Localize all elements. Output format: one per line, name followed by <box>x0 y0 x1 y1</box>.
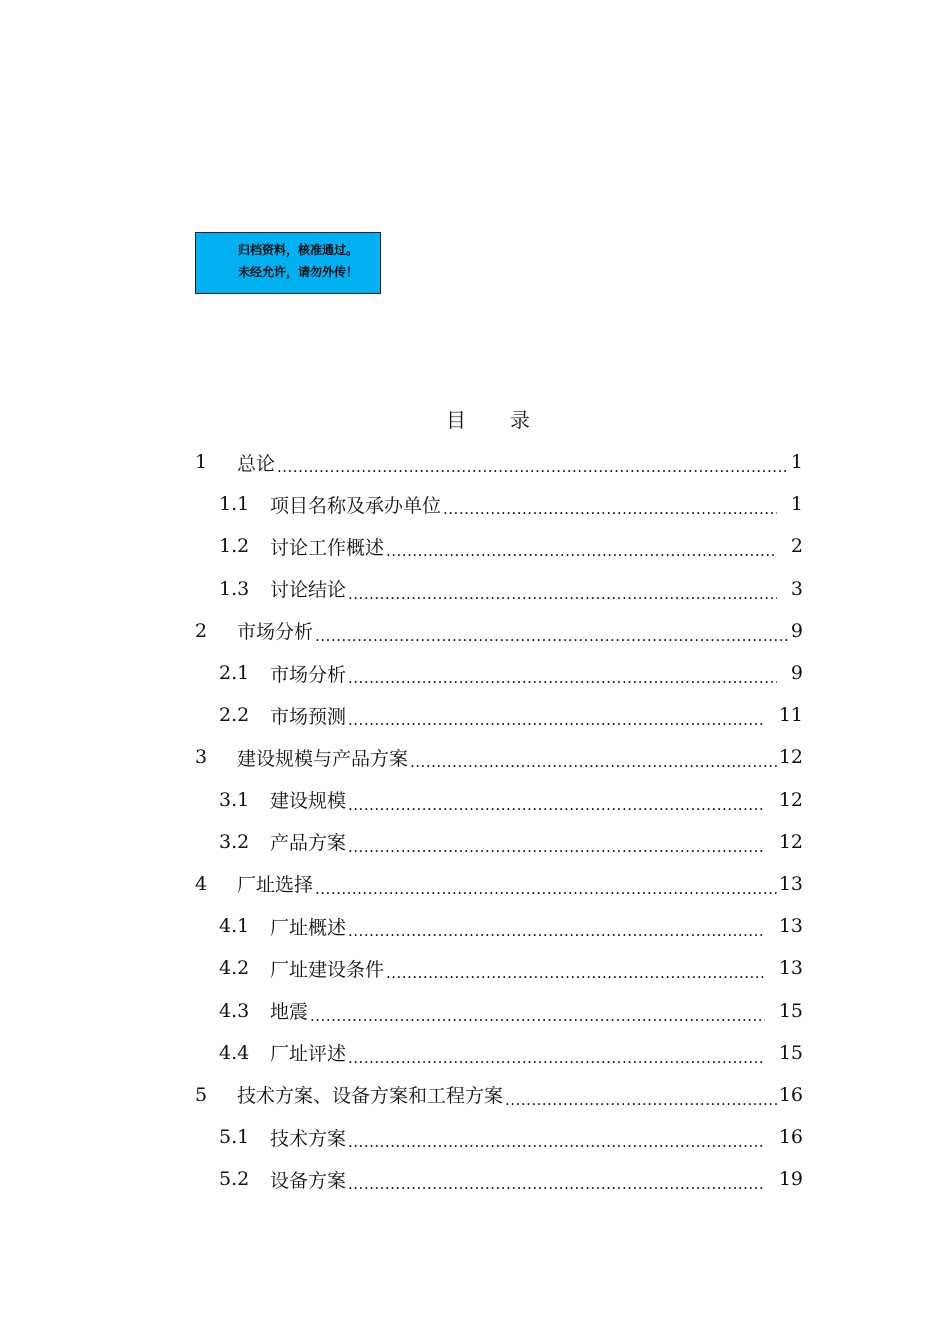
toc-entry-label: 厂址概述 <box>270 916 347 939</box>
toc-leader-dots <box>348 1172 765 1194</box>
toc-leader-dots <box>443 497 777 519</box>
toc-entry-page: 15 <box>778 999 803 1022</box>
toc-leader-dots <box>386 961 765 983</box>
toc-entry-page: 11 <box>778 704 803 727</box>
toc-entry-page: 1 <box>790 451 803 474</box>
toc-entry[interactable] <box>195 779 803 821</box>
toc-entry[interactable] <box>195 905 803 947</box>
toc-entry-number: 2.2 <box>219 704 250 727</box>
toc-entry-number: 4.3 <box>219 999 250 1022</box>
toc-entry-number: 4.4 <box>219 1041 250 1064</box>
toc-entry-label: 市场分析 <box>237 621 314 644</box>
toc-entry-page: 13 <box>778 957 803 980</box>
toc-entry-number: 5.1 <box>219 1126 250 1149</box>
toc-entry-page: 13 <box>778 915 803 938</box>
toc-entry-label: 讨论工作概述 <box>270 536 385 559</box>
toc-entry-label: 市场预测 <box>270 705 347 728</box>
toc-entry-label: 总论 <box>237 452 276 475</box>
toc-entry-number: 2.1 <box>219 662 250 685</box>
toc-entry-label: 设备方案 <box>270 1169 347 1192</box>
toc-leader-dots <box>386 539 777 561</box>
toc-entry[interactable] <box>195 652 803 694</box>
toc-entry-page: 9 <box>790 619 803 642</box>
toc-entry-page: 15 <box>778 1041 803 1064</box>
toc-entry-number: 3 <box>195 746 208 769</box>
toc-entry-number: 4.1 <box>219 915 250 938</box>
toc-entry-number: 1.3 <box>219 577 250 600</box>
toc-entry[interactable] <box>195 736 803 778</box>
toc-entry-page: 16 <box>778 1126 803 1149</box>
toc-entry[interactable] <box>195 1032 803 1074</box>
toc-entry[interactable] <box>195 989 803 1031</box>
toc-leader-dots <box>410 750 777 772</box>
toc-leader-dots <box>348 793 765 815</box>
toc-leader-dots <box>505 1088 777 1110</box>
toc-leader-dots <box>277 455 789 477</box>
toc-entry-page: 12 <box>778 746 803 769</box>
toc-entry-label: 厂址评述 <box>270 1043 347 1066</box>
toc-entry[interactable] <box>195 1074 803 1116</box>
toc-title-char-1: 目 <box>446 408 466 432</box>
toc-title <box>0 404 950 433</box>
toc-entry[interactable] <box>195 863 803 905</box>
toc-entry[interactable] <box>195 610 803 652</box>
toc-entry-page: 13 <box>778 872 803 895</box>
toc-entry-number: 3.2 <box>219 830 250 853</box>
toc-leader-dots <box>348 582 777 604</box>
toc-entry-page: 9 <box>790 662 803 685</box>
toc-leader-dots <box>348 1130 765 1152</box>
toc-entry-number: 5.2 <box>219 1168 250 1191</box>
toc-entry[interactable] <box>195 1116 803 1158</box>
table-of-contents <box>195 441 803 1200</box>
toc-entry-label: 技术方案 <box>270 1127 347 1150</box>
toc-entry-label: 讨论结论 <box>270 579 347 602</box>
toc-entry[interactable] <box>195 947 803 989</box>
toc-entry-page: 2 <box>790 535 803 558</box>
toc-entry-number: 3.1 <box>219 788 250 811</box>
toc-entry-number: 4 <box>195 872 208 895</box>
toc-entry-number: 2 <box>195 619 208 642</box>
archive-stamp <box>195 232 381 294</box>
toc-entry[interactable] <box>195 525 803 567</box>
toc-entry-label: 技术方案、设备方案和工程方案 <box>237 1085 504 1108</box>
toc-entry-number: 1.1 <box>219 493 250 516</box>
toc-entry[interactable] <box>195 483 803 525</box>
toc-title-char-2: 录 <box>510 408 530 432</box>
toc-entry-page: 19 <box>778 1168 803 1191</box>
toc-entry-number: 5 <box>195 1083 208 1106</box>
toc-leader-dots <box>348 835 765 857</box>
toc-entry-page: 1 <box>790 493 803 516</box>
toc-leader-dots <box>348 708 765 730</box>
toc-entry-page: 16 <box>778 1083 803 1106</box>
toc-leader-dots <box>348 1046 765 1068</box>
toc-entry-label: 建设规模 <box>270 790 347 813</box>
stamp-line-2: 未经允许，请勿外传！ <box>238 265 359 279</box>
toc-leader-dots <box>315 624 789 646</box>
toc-entry-page: 3 <box>790 577 803 600</box>
toc-entry-label: 项目名称及承办单位 <box>270 494 442 517</box>
toc-entry-label: 建设规模与产品方案 <box>237 747 409 770</box>
toc-entry-label: 产品方案 <box>270 832 347 855</box>
toc-entry-label: 厂址选择 <box>237 874 314 897</box>
toc-entry-label: 厂址建设条件 <box>270 958 385 981</box>
toc-entry[interactable] <box>195 821 803 863</box>
toc-entry[interactable] <box>195 441 803 483</box>
toc-entry-page: 12 <box>778 788 803 811</box>
stamp-line-1: 归档资料，核准通过。 <box>238 243 359 257</box>
toc-entry-number: 1.2 <box>219 535 250 558</box>
toc-leader-dots <box>348 666 777 688</box>
toc-entry-label: 地震 <box>270 1001 309 1024</box>
toc-entry-number: 1 <box>195 451 208 474</box>
toc-leader-dots <box>310 1004 765 1026</box>
toc-leader-dots <box>348 919 765 941</box>
toc-entry[interactable] <box>195 568 803 610</box>
toc-entry[interactable] <box>195 1158 803 1200</box>
toc-entry[interactable] <box>195 694 803 736</box>
toc-entry-number: 4.2 <box>219 957 250 980</box>
toc-entry-page: 12 <box>778 830 803 853</box>
toc-leader-dots <box>315 877 777 899</box>
toc-entry-label: 市场分析 <box>270 663 347 686</box>
